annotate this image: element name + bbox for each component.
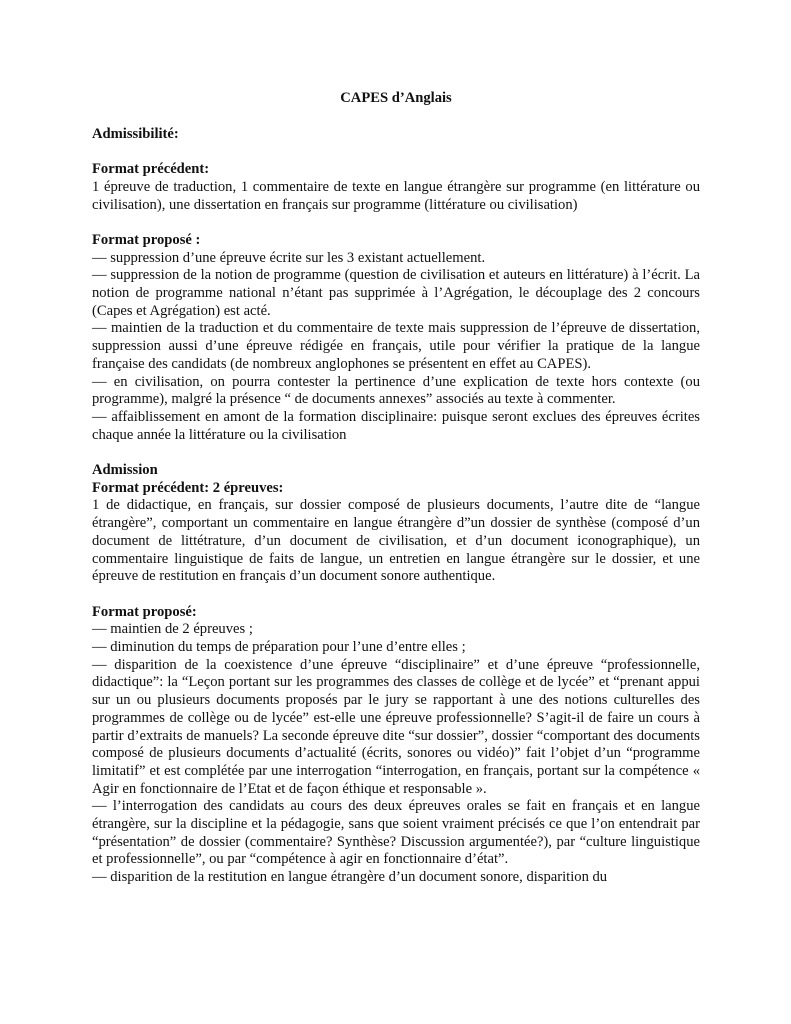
paragraph-admission-format-precedent: 1 de didactique, en français, sur dossier composé de plusieurs documents, l’autre dite de “langue étrangère”, comportant un commentaire en langue étrangère d”un dossier de synthèse (composé d’un document de littétrature, d’un document de civilisation, et d’un document iconographique), un commentaire linguistique de faits de langue, un entretien en langue étrangère sur le dossier, et une épreuve de restitution en français d’un document sonore authentique. [92, 497, 700, 585]
list-item: — suppression de la notion de programme (question de civilisation et auteurs en littérature) à l’écrit. La notion de programme national n’étant pas supprimée à l’Agrégation, le découplage des 2 concours (Capes et Agrégation) est acté. [92, 267, 700, 319]
heading-admission: Admission [92, 462, 158, 479]
heading-admission-format-propose: Format proposé: [92, 603, 197, 620]
list-item: — maintien de 2 épreuves ; [92, 621, 253, 638]
document-page [92, 90, 700, 887]
list-item: — maintien de la traduction et du commentaire de texte mais suppression de l’épreuve de dissertation, suppression aussi d’une épreuve rédigée en français, utile pour vérifier la pratique de la langue française des candidats (de nombreux anglophones se présentent en effet au CAPES). [92, 320, 700, 372]
heading-admissibilite: Admissibilité: [92, 125, 179, 142]
section-admissibilite [92, 126, 700, 445]
list-item: — disparition de la coexistence d’une épreuve “disciplinaire” et d’une épreuve “professionnelle, didactique”: la “Leçon portant sur les programmes des classes de collège et de lycée” et “prenant appui sur un ou plusieurs documents proposés par le jury se rapportant à une des notions culturelles des programmes de collège ou de lycée” est-elle une épreuve professionnelle? S’agit-il de faire un cours à partir d’extraits de manuels? La seconde épreuve dite “sur dossier”, dossier “comportant des documents composé de plusieurs documents d’actualité (écrits, sonores ou vidéo)” fait l’objet d’un “programme limitatif” et est complétée par une interrogation “interrogation, en français, portant sur la compétence « Agir en fonctionnaire de l’Etat et de façon éthique et responsable ». [92, 656, 700, 797]
document-title: CAPES d’Anglais [340, 90, 452, 106]
section-admission [92, 462, 700, 887]
paragraph-admissibilite-format-precedent: 1 épreuve de traduction, 1 commentaire de texte en langue étrangère sur programme (en littérature ou civilisation), une dissertation en français sur programme (littérature ou civilisation) [92, 178, 700, 213]
heading-admissibilite-format-propose: Format proposé : [92, 231, 201, 248]
list-item: — en civilisation, on pourra contester la pertinence d’une explication de texte hors contexte (ou programme), malgré la présence “ de documents annexes” associés au texte à commenter. [92, 373, 700, 408]
list-item: — suppression d’une épreuve écrite sur les 3 existant actuellement. [92, 249, 486, 266]
heading-admission-format-precedent: Format précédent: 2 épreuves: [92, 479, 284, 496]
list-item: — l’interrogation des candidats au cours des deux épreuves orales se fait en français et en langue étrangère, sur la discipline et la pédagogie, sans que soient vraiment précisés ce que l’on entendrait par “présentation” de dossier (commentaire? Synthèse? Discussion argumentée?), par “culture linguistique et professionnelle”, ou par “compétence à agir en fonctionnaire d’état”. [92, 798, 700, 868]
heading-admissibilite-format-precedent: Format précédent: [92, 161, 210, 178]
list-item: — disparition de la restitution en langue étrangère d’un document sonore, disparition du [92, 869, 608, 886]
list-item: — affaiblissement en amont de la formation disciplinaire: puisque seront exclues des épreuves écrites chaque année la littérature ou la civilisation [92, 408, 700, 443]
list-item: — diminution du temps de préparation pour l’une d’entre elles ; [92, 639, 466, 656]
